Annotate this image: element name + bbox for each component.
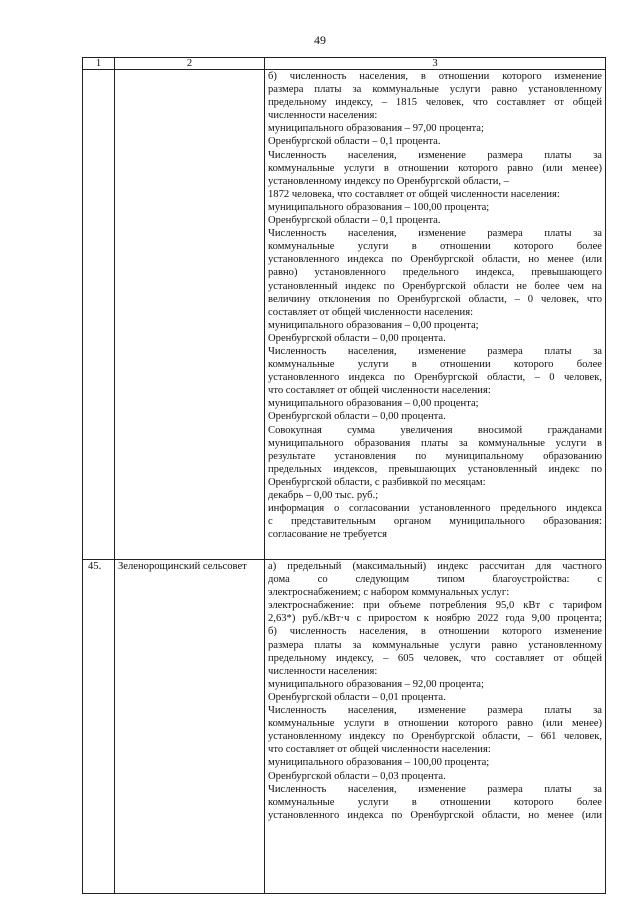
details-cell bbox=[265, 70, 606, 560]
table-header-row bbox=[83, 58, 606, 70]
text-line: электроснабжение: при объеме потребления 95,0 кВт с тарифом bbox=[268, 600, 602, 612]
text-line: величину отклонения по Оренбургской области, – 0 человек, что bbox=[268, 293, 602, 305]
document-table bbox=[82, 57, 606, 894]
text-line: установленному индексу по Оренбургской области, – bbox=[268, 175, 509, 187]
text-line: установленный индекс по Оренбургской области не более чем на bbox=[268, 280, 602, 292]
text-line: муниципального образования – 0,00 процента; bbox=[268, 398, 479, 410]
text-line: результате установления по муниципальному образованию bbox=[268, 450, 602, 462]
text-line: декабрь – 0,00 тыс. руб.; bbox=[268, 490, 379, 501]
text-line: Численность населения, изменение размера платы за bbox=[268, 228, 602, 240]
text-line: установленного индекса по Оренбургской области, но менее (или bbox=[268, 254, 602, 266]
text-line: коммунальные услуги в отношении которого равно (или менее) bbox=[268, 718, 602, 730]
text-line: равно) установленного предельного индекса, превышающего bbox=[268, 267, 602, 279]
text-line: б) численность населения, в отношении которого изменение bbox=[268, 71, 602, 82]
text-line: Численность населения, изменение размера платы за bbox=[268, 783, 602, 795]
text-line: Оренбургской области, с разбивкой по месяцам: bbox=[268, 476, 486, 488]
text-line: установленному индексу по Оренбургской области, – 661 человек, bbox=[268, 731, 602, 743]
text-line: 1872 человека, что составляет от общей численности населения: bbox=[268, 188, 560, 200]
text-line: а) предельный (максимальный) индекс рассчитан для частного bbox=[268, 561, 602, 572]
column-header-3: 3 bbox=[265, 58, 606, 70]
text-line: с представительным органом муниципального образования: bbox=[268, 516, 602, 528]
table-row-45 bbox=[83, 560, 606, 894]
text-line: дома со следующим типом благоустройства: с bbox=[268, 574, 602, 586]
row-number-cell: 45. bbox=[83, 560, 115, 894]
text-line: муниципального образования – 100,00 процента; bbox=[268, 201, 490, 213]
text-line: 2,63*) руб./кВт·ч с приростом к ноябрю 2022 года 9,00 процента; bbox=[268, 613, 602, 625]
text-line: составляет от общей численности населения: bbox=[268, 306, 474, 318]
text-line: размера платы за коммунальные услуги равно установленному bbox=[268, 84, 602, 96]
text-line: установленного индекса по Оренбургской области, – 0 человек, bbox=[268, 372, 602, 384]
text-line: Оренбургской области – 0,1 процента. bbox=[268, 136, 441, 148]
text-line: муниципального образования – 92,00 процента; bbox=[268, 678, 484, 690]
text-line: Численность населения, изменение размера платы за bbox=[268, 149, 602, 161]
text-line: предельному индексу, – 1815 человек, что составляет от общей bbox=[268, 97, 602, 109]
text-line: коммунальные услуги в отношении которого более bbox=[268, 241, 602, 253]
text-line: предельному индексу, – 605 человек, что составляет от общей bbox=[268, 652, 602, 664]
text-line: б) численность населения, в отношении которого изменение bbox=[268, 626, 602, 638]
text-line: муниципального образования – 100,00 процента; bbox=[268, 757, 490, 769]
text-line: Оренбургской области – 0,01 процента. bbox=[268, 691, 446, 703]
column-header-2: 2 bbox=[115, 58, 265, 70]
text-line: что составляет от общей численности населения: bbox=[268, 744, 491, 756]
text-line: согласование не требуется bbox=[268, 529, 388, 541]
text-line: размера платы за коммунальные услуги равно установленному bbox=[268, 639, 602, 651]
details-text bbox=[268, 70, 602, 559]
page-number: 49 bbox=[314, 33, 326, 47]
text-line: Численность населения, изменение размера платы за bbox=[268, 705, 602, 717]
text-line: муниципального образования – 97,00 процента; bbox=[268, 123, 484, 135]
table-row-continued bbox=[83, 70, 606, 560]
municipality-cell bbox=[115, 70, 265, 560]
text-line: коммунальные услуги в отношении которого более bbox=[268, 796, 602, 808]
text-line: Численность населения, изменение размера платы за bbox=[268, 345, 602, 357]
text-line: установленного индекса по Оренбургской области, но менее (или bbox=[268, 809, 602, 821]
row-number-cell bbox=[83, 70, 115, 560]
text-line: информация о согласовании установленного предельного индекса bbox=[268, 503, 602, 515]
text-line: муниципального образования – 0,00 процента; bbox=[268, 319, 479, 331]
text-line: численности населения: bbox=[268, 665, 378, 677]
details-cell bbox=[265, 560, 606, 894]
text-line: электроснабжением; с набором коммунальных услуг: bbox=[268, 587, 510, 599]
text-line: коммунальные услуги в отношении которого более bbox=[268, 359, 602, 371]
text-line: Оренбургской области – 0,00 процента. bbox=[268, 411, 446, 423]
text-line: что составляет от общей численности населения: bbox=[268, 385, 491, 397]
text-line: предельных индексов, превышающих установленный индекс по bbox=[268, 463, 602, 475]
column-header-1: 1 bbox=[83, 58, 115, 70]
text-line: коммунальные услуги в отношении которого равно (или менее) bbox=[268, 162, 602, 174]
details-text bbox=[268, 560, 602, 893]
text-line: численности населения: bbox=[268, 110, 378, 122]
text-line: муниципального образования платы за коммунальные услуги в bbox=[268, 437, 602, 449]
text-line: Совокупная сумма увеличения вносимой гражданами bbox=[268, 424, 602, 436]
text-line: Оренбургской области – 0,1 процента. bbox=[268, 215, 441, 227]
text-line: Оренбургской области – 0,03 процента. bbox=[268, 770, 446, 782]
text-line: Оренбургской области – 0,00 процента. bbox=[268, 332, 446, 344]
municipality-cell: Зеленорощинский сельсовет bbox=[115, 560, 265, 894]
